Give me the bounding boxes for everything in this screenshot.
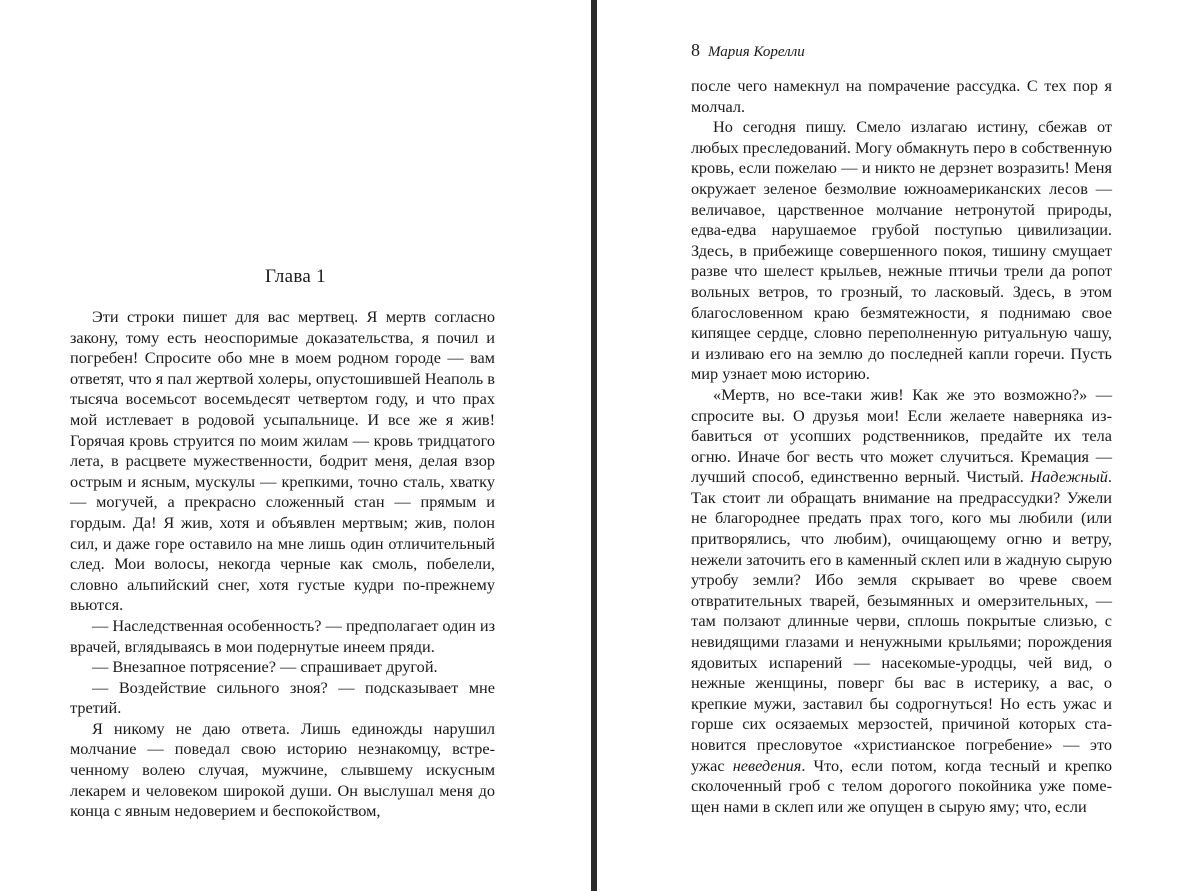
- text-run: . Что, если потом, когда тесный и крепко сколоченный гроб с телом дорогого покойника уже помещен нами в склеп или же опущен в сырую яму; что, если: [691, 755, 1113, 816]
- paragraph: Я никому не даю ответа. Лишь единожды нарушил молчание — поведал свою историю незнакомцу, встреченному волею случая, мужчине, слывшему искусным лекарем и человеком широкой души. Он выслушал меня до конца с явным недоверием и беспокойством,: [70, 718, 495, 821]
- paragraph: после чего намекнул на помрачение рассудка. С тех пор я молчал.: [691, 76, 1112, 116]
- paragraph: [691, 385, 1112, 817]
- chapter-title: Глава 1: [265, 266, 326, 287]
- italic-emphasis: неведения: [732, 755, 802, 775]
- text-run: «Мертв, но все-таки жив! Как же это возможно?» — спросите вы. О друзья мои! Если желаете наверняка избавиться от усопших родственников, предайте их тела огню. Иначе бог весть что может случиться. Кремация — лучший способ, единственно верный. Чистый.: [691, 384, 1112, 487]
- paragraph: Но сегодня пишу. Смело излагаю истину, сбежав от любых преследований. Могу обмакнуть перо в собственную кровь, если пожелаю — и никто не дерзнет возразить! Меня окружает зеленое безмолвие южноамериканских лесов — величавое, царственное молчание нетронутой природы, едва-едва нарушаемое грубой поступью цивилизации. Здесь, в прибежище совершенного покоя, тишину смущает разве что шелест крыльев, нежные птичьи трели да ропот вольных ветров, то грозный, то ласковый. Здесь, в этом благословенном краю безмятежности, я поднимаю свое кипящее сердце, словно переполненную ритуальную чашу, и изливаю его на землю до последней капли горечи. Пусть мир узнает мою историю.: [691, 117, 1112, 384]
- right-page: [597, 0, 1186, 891]
- paragraph: Эти строки пишет для вас мертвец. Я мертв согласно закону, тому есть неоспоримые доказательства, я почил и погребен! Спросите обо мне в моем родном городе — вам ответят, что я пал жертвой холеры, опустошившей Неаполь в тысяча восемьсот восемьдесят четвертом году, и что прах мой истлевает в родовой усыпальнице. И все же я жив! Горячая кровь струится по моим жилам — кровь тридцатого лета, в расцвете мужественности, бодрит меня, делая взор острым и ясным, мускулы — крепкими, точно сталь, хватку — могучей, а прекрасно сложенный стан — прямым и гордым. Да! Я жив, хотя и объявлен мертвым; жив, полон сил, и даже горе оставило на мне лишь один отличительный след. Мои волосы, некогда черные как смоль, побелели, словно альпийский снег, хотя густые кудри по-прежнему вьются.: [70, 307, 495, 615]
- italic-emphasis: Надежный: [1030, 467, 1108, 487]
- paragraph: — Внезапное потрясение? — спрашивает другой.: [92, 657, 438, 677]
- paragraph: — Воздействие сильного зноя? — подсказывает мне третий.: [70, 677, 495, 718]
- page-number: 8: [691, 40, 700, 60]
- left-page-text: [70, 307, 495, 822]
- left-page: [0, 0, 591, 891]
- running-head-author: Мария Корелли: [708, 44, 805, 60]
- text-run: . Так стоит ли обращать внимание на предрассудки? Ужели не благороднее предать прах того, кого мы любили (или притворялись, что любим), очищающему огню и ветру, нежели заточить его в каменный склеп или в жадную сырую утробу земли? Ибо земля скрывает во чреве своем отвратительных тварей, безымянных и омерзительных, — там ползают длинные черви, сплошь покрытые слизью, с невидящими глазами и ненужными крыльями; порождения ядовитых испарений — насекомые-уродцы, чей вид, о нежные женщины, поверг бы вас в истерику, а вас, о крепкие мужи, заставил бы содрогнуться! Но есть ужас и горше сих осязаемых мерзостей, причиной которых становится пресловутое «христианское погребение» — это ужас: [691, 467, 1112, 775]
- running-head: [691, 40, 805, 61]
- right-page-text: [691, 76, 1112, 817]
- paragraph: — Наследственная особенность? — предполагает один из врачей, вглядываясь в мои подернутые инеем пряди.: [70, 615, 496, 656]
